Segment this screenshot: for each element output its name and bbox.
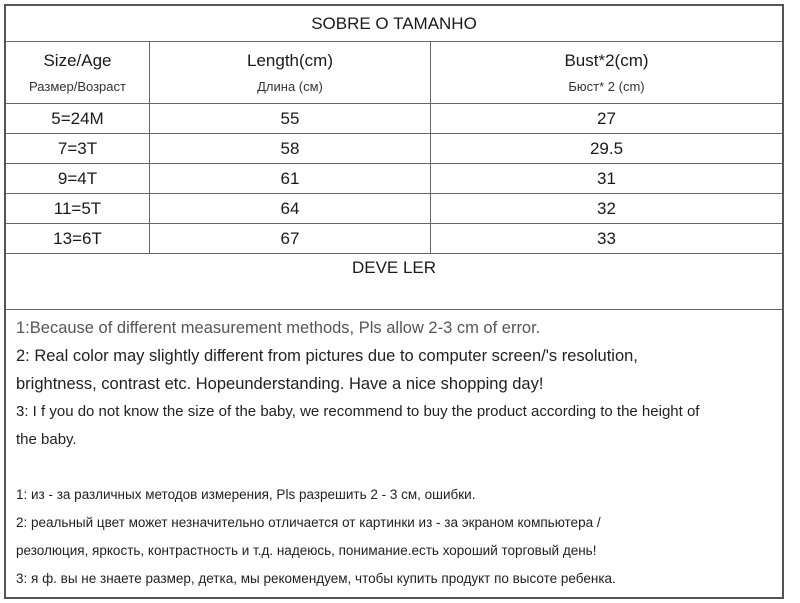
- notes-block: [16, 314, 774, 593]
- header-size: [6, 42, 150, 103]
- header-bust-en: Bust*2(cm): [564, 51, 649, 70]
- size-cell: 13=6T: [6, 224, 150, 253]
- chart-title: SOBRE O TAMANHO: [311, 13, 477, 33]
- header-length-en: Length(cm): [247, 51, 333, 70]
- note-line: 1:Because of different measurement methods, Pls allow 2-3 cm of error.: [16, 319, 541, 337]
- table-row: [6, 134, 782, 164]
- note-line-ru: 1: из - за различных методов измерения, Pls разрешить 2 - 3 см, ошибки.: [16, 487, 476, 502]
- size-chart: [4, 4, 784, 599]
- size-cell: 5=24M: [6, 104, 150, 133]
- bust-cell: 33: [597, 228, 616, 248]
- size-cell: 7=3T: [6, 134, 150, 163]
- length-cell: 61: [150, 164, 431, 193]
- size-cell: 9=4T: [6, 164, 150, 193]
- note-line: brightness, contrast etc. Hopeunderstanding. Have a nice shopping day!: [16, 375, 544, 393]
- note-line: 3: I f you do not know the size of the baby, we recommend to buy the product according to the height of: [16, 403, 700, 420]
- table-row: [6, 194, 782, 224]
- table-row: [6, 164, 782, 194]
- note-line: the baby.: [16, 431, 77, 448]
- bust-cell: 32: [597, 198, 616, 218]
- size-cell: 11=5T: [6, 194, 150, 223]
- table-row: [6, 104, 782, 134]
- header-length-ru: Длина (см): [257, 79, 323, 94]
- header-length: [150, 42, 431, 103]
- header-size-ru: Размер/Возраст: [29, 79, 126, 94]
- note-line: 2: Real color may slightly different from pictures due to computer screen/'s resolution,: [16, 347, 638, 365]
- notes-title: DEVE LER: [351, 258, 437, 277]
- note-line-ru: 3: я ф. вы не знаете размер, детка, мы рекомендуем, чтобы купить продукт по высоте ребенка.: [16, 571, 616, 586]
- header-bust-ru: Бюст* 2 (cm): [568, 79, 645, 94]
- note-line-ru: резолюция, яркость, контрастность и т.д. надеюсь, понимание.есть хороший торговый день!: [16, 543, 597, 558]
- table-row: [6, 224, 782, 254]
- header-bust: [431, 42, 782, 103]
- header-row: [6, 42, 782, 104]
- bust-cell: 29.5: [589, 138, 624, 158]
- note-line-ru: 2: реальный цвет может незначительно отличается от картинки из - за экраном компьютера /: [16, 515, 601, 530]
- bust-cell: 27: [597, 108, 616, 128]
- notes-spacer: [16, 454, 774, 481]
- length-cell: 64: [150, 194, 431, 223]
- length-cell: 55: [150, 104, 431, 133]
- notes-title-row: [6, 254, 782, 310]
- bust-cell: 31: [597, 168, 616, 188]
- title-row: [6, 6, 782, 42]
- length-cell: 67: [150, 224, 431, 253]
- length-cell: 58: [150, 134, 431, 163]
- header-size-en: Size/Age: [43, 51, 112, 70]
